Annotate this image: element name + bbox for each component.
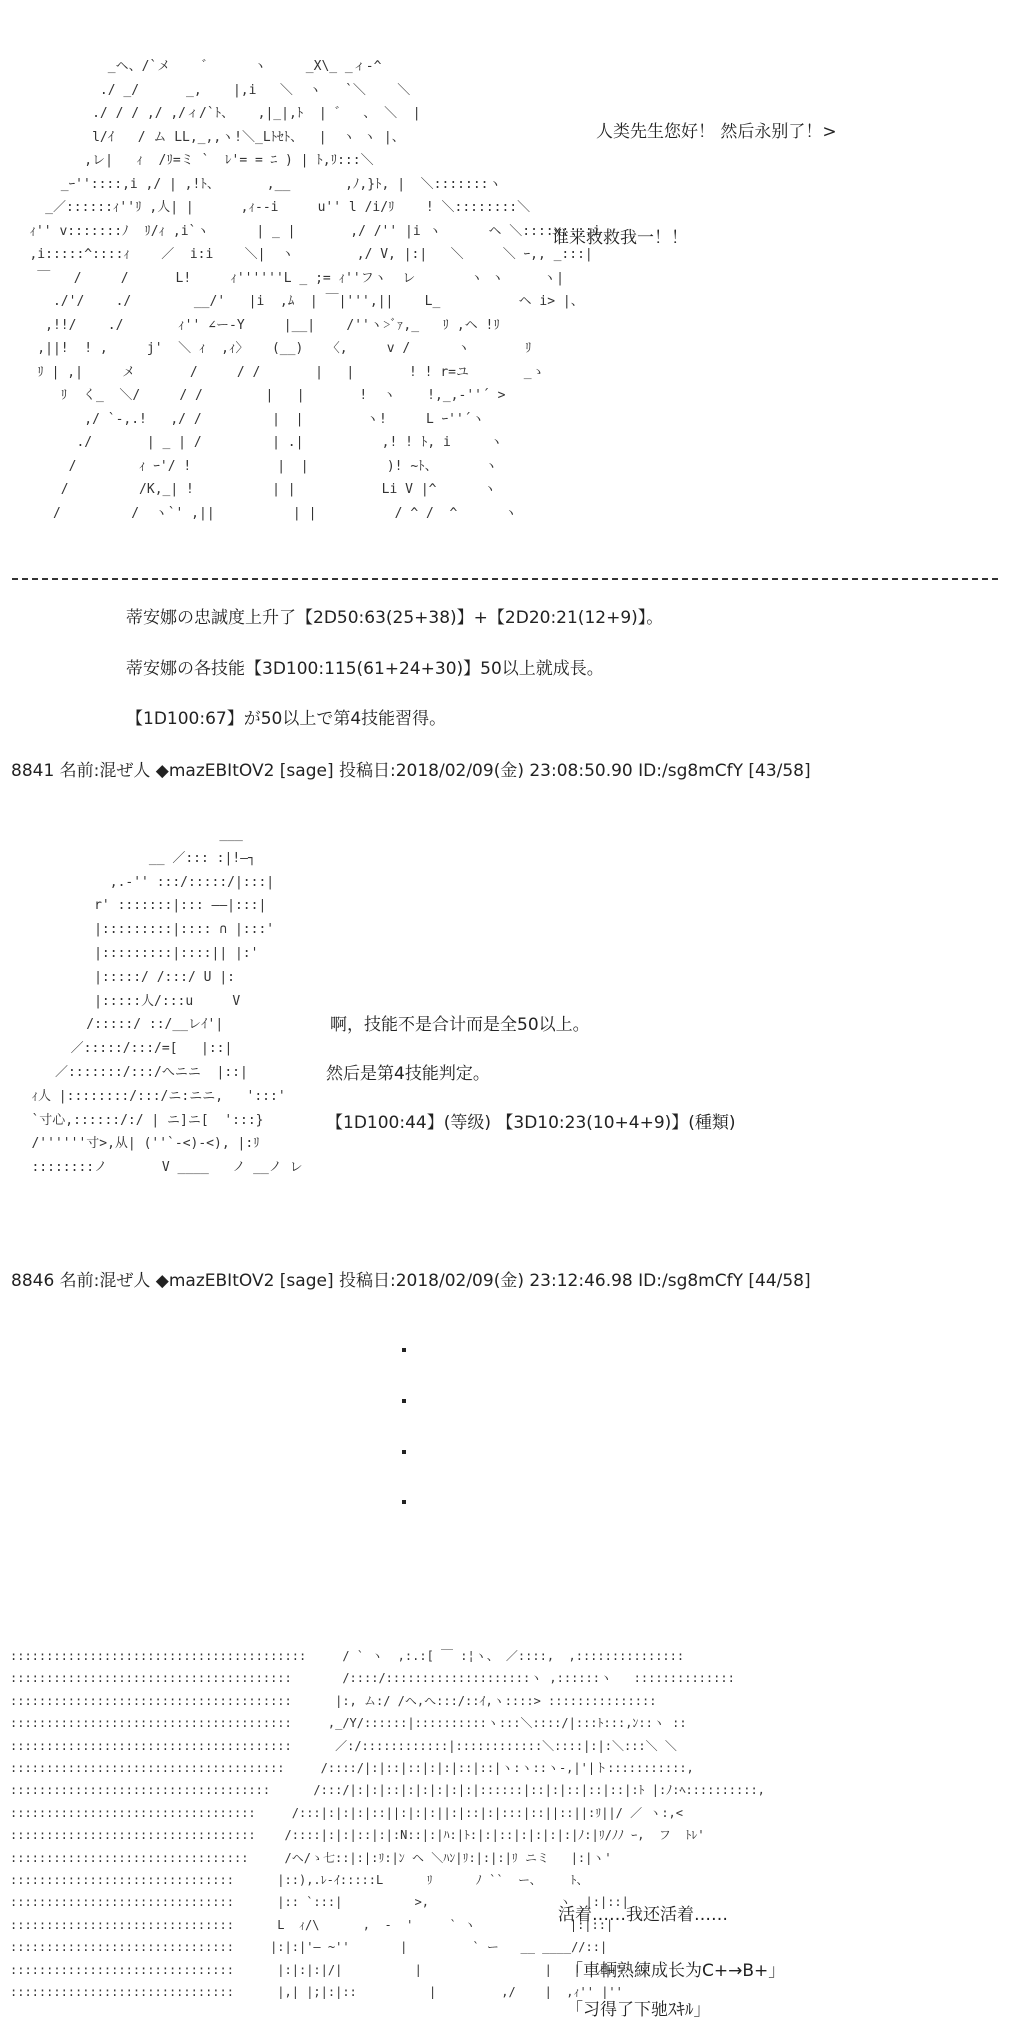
speech-line-alive: 活着……我还活着…… xyxy=(558,1905,728,1925)
ellipsis-dot xyxy=(402,1500,406,1504)
result-skills: 蒂安娜の各技能【3D100:115(61+24+30)】50以上就成長。 xyxy=(126,659,604,679)
ellipsis-dot xyxy=(402,1399,406,1403)
dashed-divider xyxy=(12,578,998,580)
speech-line-skill4-check: 然后是第4技能判定。 xyxy=(326,1064,490,1084)
ascii-art-character-portrait: ___ __ ／::: :|!—┐ ,.-'' :::/:::::/|:::| r' :::::::|::: ——|:::| |:::::::::|:::: ∩ |:::' |:::::::::|::::|| |:' |:::::/ /:::/ U |: |:::::人/:::u V /:::::/ ::/__レｲ'| ／:::::/:::/=[ |::| ／:::::::/:::/へニニ |::| ｨ人 |::::::::/:::/ニ:ニニ, ':::' `寸心,::::::/:/ | ニ]ニ[ ':::} /''''''寸>,从| (''`-<)-<), |:ﾘ ::::::::ノ V ____ ノ __ノ レ xyxy=(31,827,303,1176)
speech-line-vehicle-skill: 「車輌熟練成长为C+→B+」 xyxy=(566,1961,786,1981)
ellipsis-dot xyxy=(402,1348,406,1352)
post-header-8841: 8841 名前:混ぜ人 ◆mazEBItOV2 [sage] 投稿日:2018/02/09(金) 23:08:50.90 ID:/sg8mCfY [43/58] xyxy=(11,761,811,781)
speech-line-farewell: 人类先生您好！ 然后永别了！> xyxy=(596,122,837,142)
result-skill4: 【1D100:67】が50以上で第4技能習得。 xyxy=(126,709,447,729)
ascii-art-character-group: _ヘ、/`メ ゛ ヽ _X\_ _ィ-^ ./ _/ _, |,i ＼ ヽ `＼ ＼ ./ / / ,/ ,/ィ/`ﾄ、 ,|_|,ﾄ | ゛ 、 ＼ | l/ｲ / ム LL,_,,ヽ!＼_Lﾄｾﾄ、 | ヽ ヽ |、 ,レ| ｨ /ﾘ=ミ ` ﾚ'= = ﾆ ) | ﾄ,ﾘ:::＼ _ｰ''::::,i ,/ | ,!ﾄ、 ,__ ,ﾉ,}ﾄ, | ＼:::::::ヽ _／::::::ｨ''ﾘ ,人| | ,ｨ--i u'' l /i/ﾘ ! ＼::::::::＼ ｨ'' v:::::::ﾉ ﾘ/ｨ ,i`ヽ | _ | ,/ /'' |i ヽ ヘ ＼::::x::::i ,i:::::^::::ｨ ／ i:i ＼| ヽ ,/ V, |:| ＼ ＼ ｰ,, _:::| ￣ / / L! ｨ''''''L _ ;= ｨ''フヽ レ ヽ ヽ ヽ| ./'/ ./ __/' |i ,ﾑ | ￣|''',|| L_ ヘ i> |、 ,!!/ ./ ｨ'' ∠ー-Y |__| /''ヽ>ﾞｧ,_ ﾘ ,ヘ !ﾘ ,||! ! , j' ＼ ｨ ,ｨ〉 (__) 〈, v / ヽ ﾘ ﾘ | ,| メ / / / | | ! ! r=ユ _ゝ ﾘ く_ ＼/ / / | | ! ヽ !,_,-''´ > ,/ `-,.! ,/ / | | ヽ! L ｰ''´ヽ ./ | _ | / | .| ,! ! ﾄ, i ヽ / ｨ ｰ'/ ! | | )! ~ﾄ、 ヽ / /K,_| ! | | Li V |^ ヽ / / ヽ`' ,|| | | / ^ / ^ ヽ xyxy=(29,59,601,521)
post-header-8846: 8846 名前:混ぜ人 ◆mazEBItOV2 [sage] 投稿日:2018/02/09(金) 23:12:46.98 ID:/sg8mCfY [44/58] xyxy=(11,1271,811,1291)
ascii-art-character-closeup: ::::::::::::::::::::::::::::::::::::::::: / ` ヽ ,:.:[ ￣ :¦ヽ、 ／::::, ,::::::::::::::: ::::::::::::::::::::::::::::::::::::::: /::::/::::::::::::::::::::ヽ ,::::::ヽ :::::::::::::: ::::::::::::::::::::::::::::::::::::::: |:, ム:/ /ヘ,へ:::/::ｲ,ヽ::::> ::::::::::::::: ::::::::::::::::::::::::::::::::::::::: ,_/Y/::::::|::::::::::ヽ:::＼::::/|:::ﾄ:::,ﾝ::ヽ :: ::::::::::::::::::::::::::::::::::::::: ／:/::::::::::::|::::::::::::＼::::|:|:＼:::＼ ＼ :::::::::::::::::::::::::::::::::::::: /::::/|:|::|::|:|:|::|::|ヽ:ヽ::ヽ-,|'|ト:::::::::::, :::::::::::::::::::::::::::::::::::: /:::/|:|:|::|:|:|:|:|:|::::::|::|:|::|::|::|:ﾄ |:ﾉ:ﾍ::::::::::, :::::::::::::::::::::::::::::::::: /:::|:|:|:|::||:|:|:||:|::|:|:::|::||::||:ﾘ||/ ／ ヽ:,< :::::::::::::::::::::::::::::::::: /::::|:|:|::|:|:N::|:|ﾊ:|ﾄ:|:|::|:|:|:|:|ﾉ:|ﾘ/ﾉﾉ ｰ, フ ﾄﾚ' ::::::::::::::::::::::::::::::::: /ヘ/ゝ七::|:|:ﾘ:|ﾝ ヘ ＼ﾊﾝ|ﾘ:|:|:|ﾘ ニミ |:|ヽ' ::::::::::::::::::::::::::::::: |::),.ﾚ-ｲ:::::L ﾘ ﾉ `` ー、 ﾄ、 ::::::::::::::::::::::::::::::: |:: `:::| >, ヽ |:|::| ::::::::::::::::::::::::::::::: L ｨ/\ , - ' ` ヽ |:|::| ::::::::::::::::::::::::::::::: |:|:|'— ~'' | ` ー __ ____//::| ::::::::::::::::::::::::::::::: |:|:|:|/| | | | ／—' ::::::::::::::::::::::::::::::: |,| |;|:|:: | ,/ | ,ｨ'' |'' xyxy=(10,1649,765,2000)
result-loyalty: 蒂安娜の忠誠度上升了【2D50:63(25+38)】+【2D20:21(12+9)】。 xyxy=(126,608,664,628)
speech-line-learned-skill: 「习得了下驰ｽｷﾙ」 xyxy=(566,2000,711,2020)
speech-line-help: 谁来救救我一！！ xyxy=(552,228,688,248)
speech-line-dice-roll: 【1D100:44】(等级) 【3D10:23(10+4+9)】(種類) xyxy=(326,1113,736,1133)
speech-line-skill-explain: 啊，技能不是合计而是全50以上。 xyxy=(330,1015,590,1035)
ellipsis-dot xyxy=(402,1450,406,1454)
